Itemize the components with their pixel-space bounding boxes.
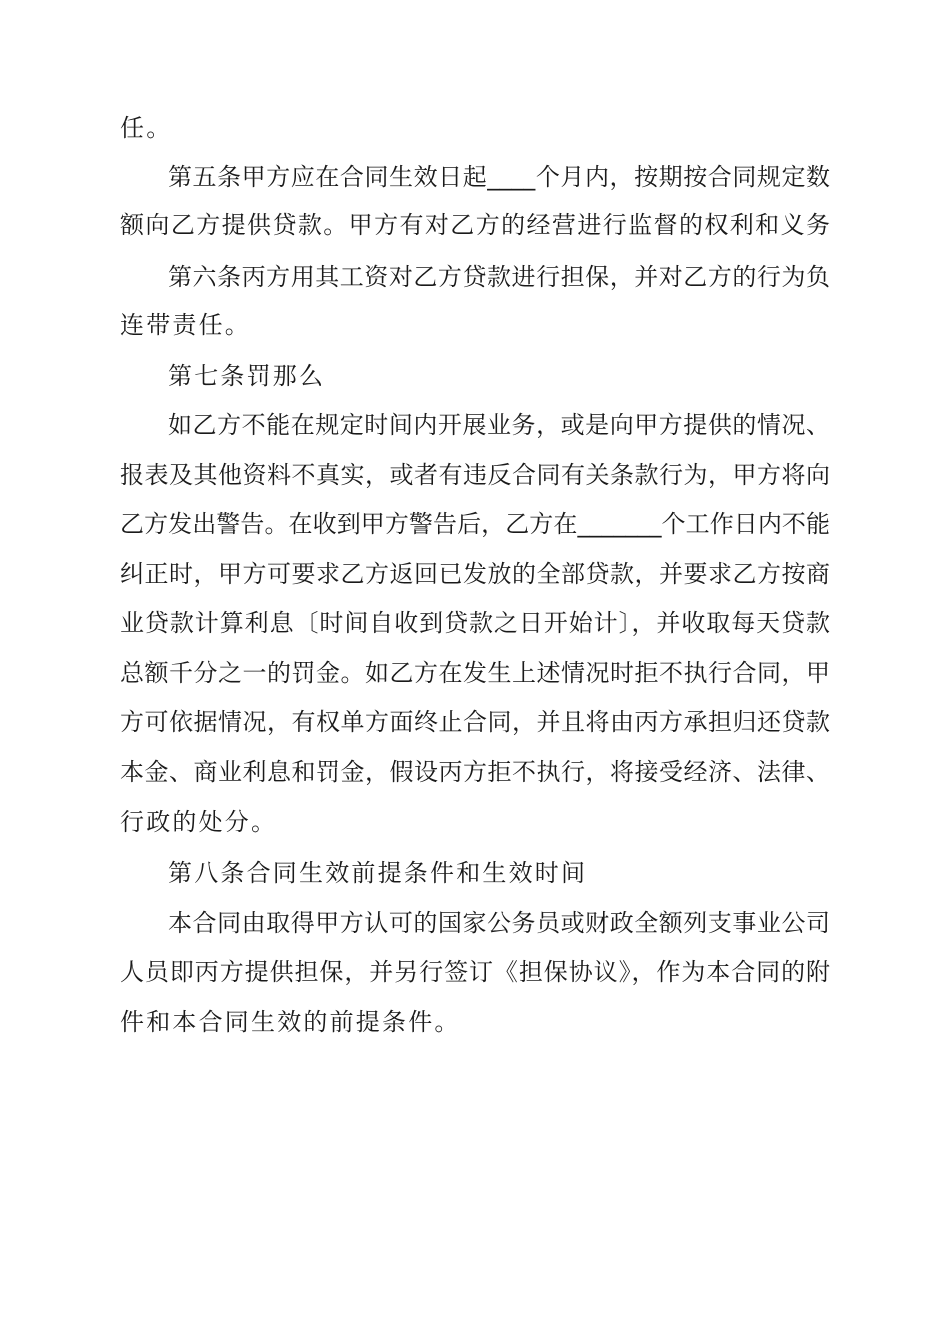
text-line-17: 本合同由取得甲方认可的国家公务员或财政全额列支事业公司 bbox=[168, 909, 830, 937]
text-line-9: 乙方发出警告。在收到甲方警告后，乙方在_______个工作日内不能 bbox=[120, 510, 830, 538]
text-line-1: 任。 bbox=[120, 114, 173, 142]
text-line-5: 连带责任。 bbox=[120, 311, 251, 339]
text-line-19: 件和本合同生效的前提条件。 bbox=[120, 1008, 461, 1036]
text-line-2: 第五条甲方应在合同生效日起____个月内，按期按合同规定数 bbox=[168, 163, 830, 191]
text-line-15: 行政的处分。 bbox=[120, 808, 278, 836]
text-line-10: 纠正时，甲方可要求乙方返回已发放的全部贷款，并要求乙方按商 bbox=[120, 560, 830, 588]
text-line-11: 业贷款计算利息〔时间自收到贷款之日开始计〕，并收取每天贷款 bbox=[120, 609, 830, 637]
text-line-4: 第六条丙方用其工资对乙方贷款进行担保，并对乙方的行为负 bbox=[168, 263, 830, 291]
text-line-6: 第七条罚那么 bbox=[168, 362, 326, 390]
text-line-12: 总额千分之一的罚金。如乙方在发生上述情况时拒不执行合同，甲 bbox=[120, 659, 830, 687]
text-line-3: 额向乙方提供贷款。甲方有对乙方的经营进行监督的权利和义务 bbox=[120, 211, 830, 239]
text-line-7: 如乙方不能在规定时间内开展业务，或是向甲方提供的情况、 bbox=[168, 411, 830, 439]
text-line-16: 第八条合同生效前提条件和生效时间 bbox=[168, 859, 588, 887]
text-line-14: 本金、商业利息和罚金，假设丙方拒不执行，将接受经济、法律、 bbox=[120, 758, 830, 786]
text-line-13: 方可依据情况，有权单方面终止合同，并且将由丙方承担归还贷款 bbox=[120, 708, 830, 736]
text-line-8: 报表及其他资料不真实，或者有违反合同有关条款行为，甲方将向 bbox=[120, 461, 830, 489]
text-line-18: 人员即丙方提供担保，并另行签订《担保协议》，作为本合同的附 bbox=[120, 958, 830, 986]
